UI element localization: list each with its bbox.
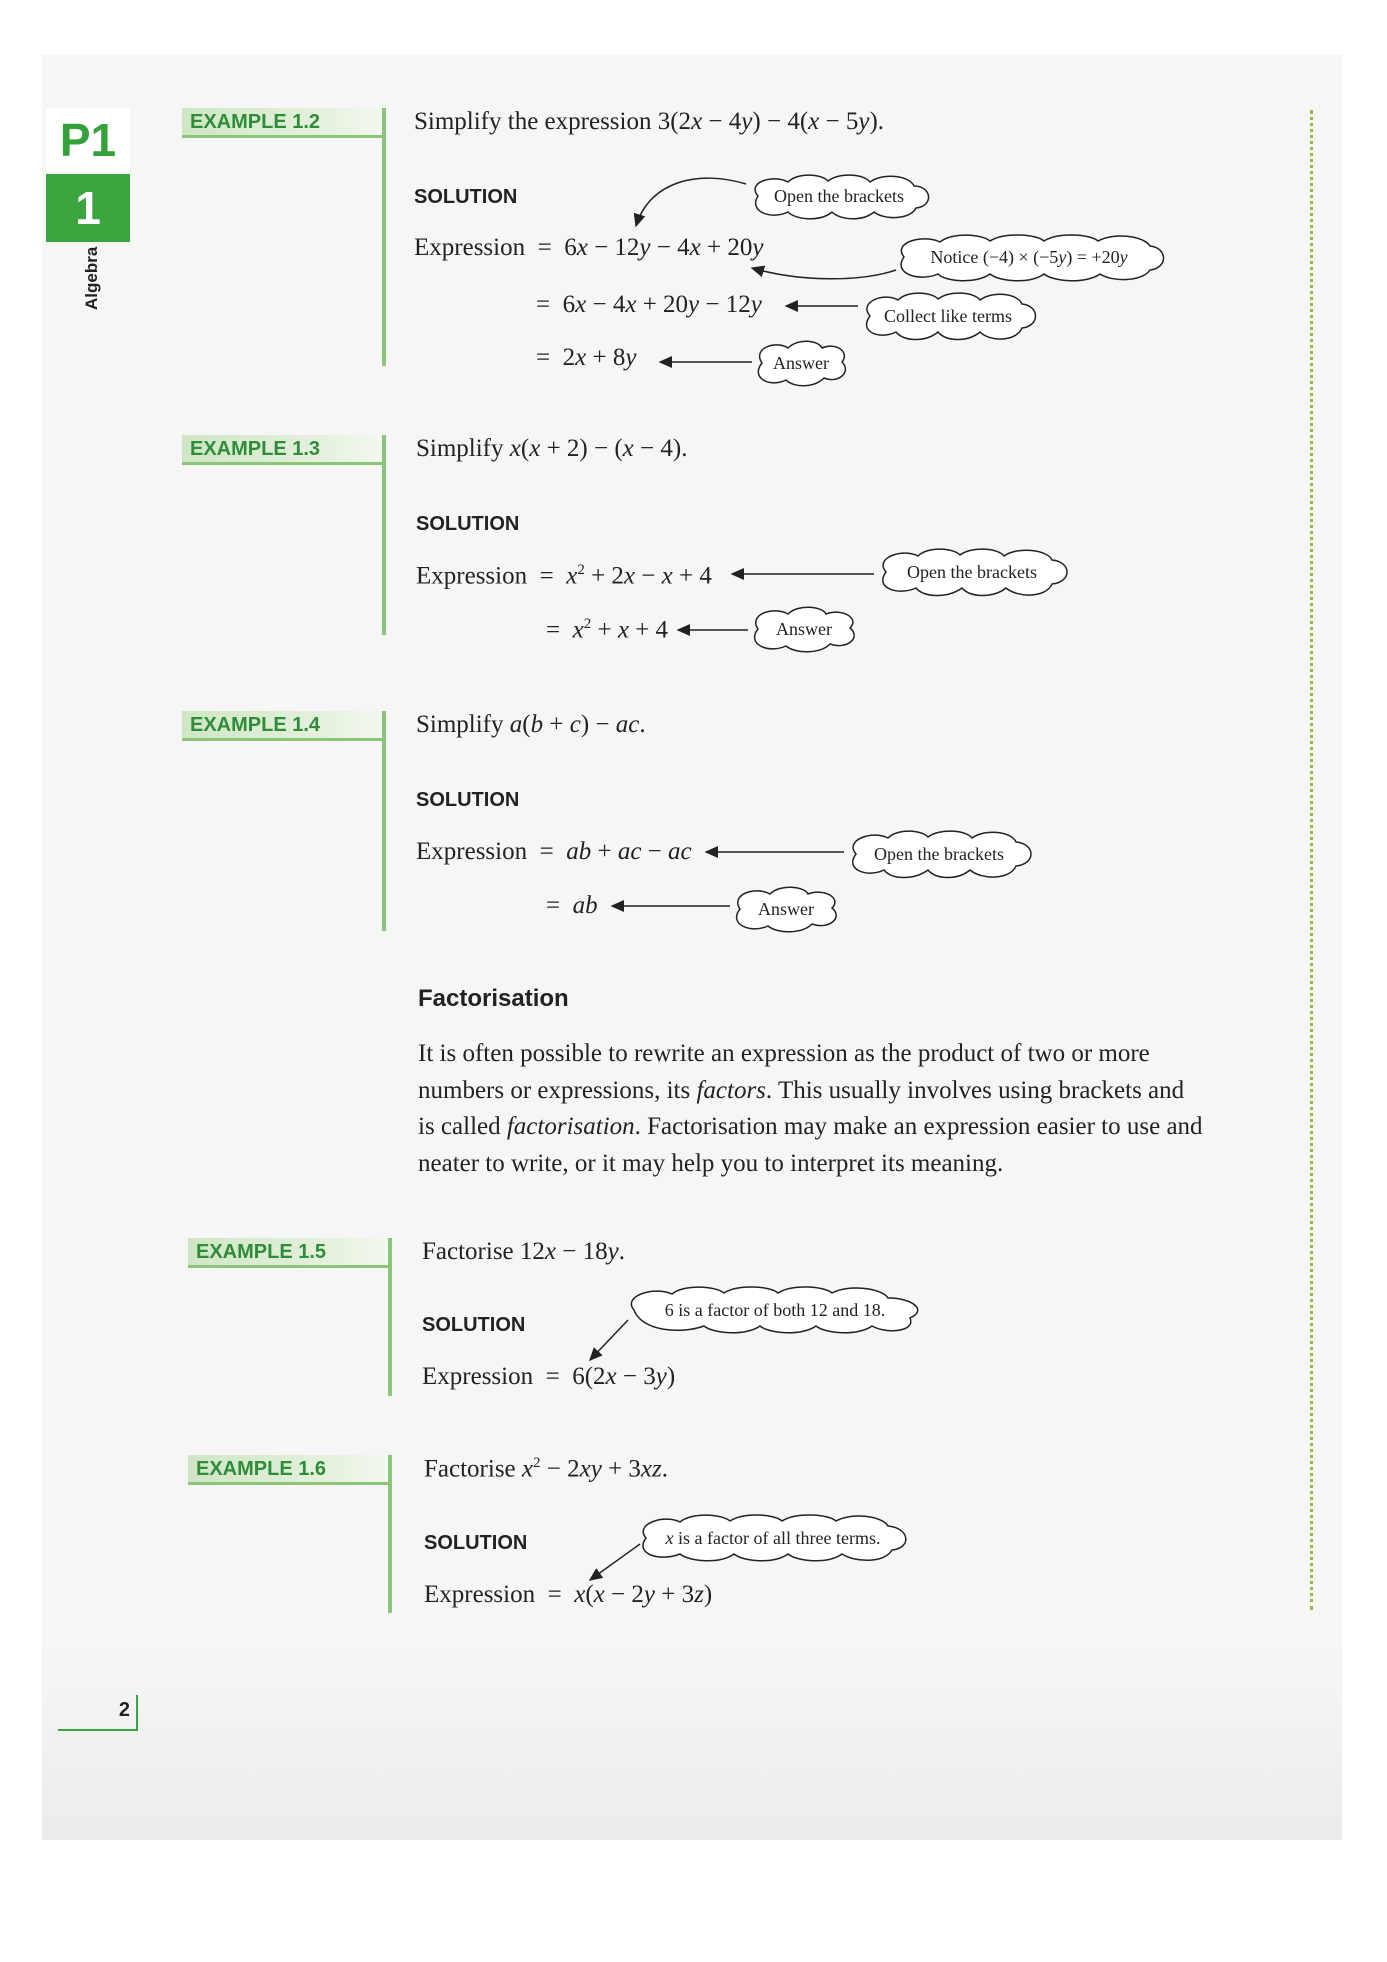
arrow [590, 1320, 628, 1360]
annotation-text: Open the brackets [774, 185, 904, 206]
page-number: 2 [118, 1699, 130, 1721]
solution-label: SOLUTION [416, 789, 520, 811]
part-tab: P1 [46, 108, 130, 172]
solution-label: SOLUTION [422, 1314, 526, 1336]
example-label: EXAMPLE 1.5 [188, 1238, 390, 1267]
example-question: Simplify x(x + 2) − (x − 4). [416, 435, 688, 462]
solution-label: SOLUTION [414, 186, 518, 208]
annotation-text: Answer [773, 352, 829, 373]
example-label: EXAMPLE 1.2 [182, 108, 384, 137]
page-number-box [58, 1695, 138, 1731]
annotation-text: Open the brackets [874, 843, 1004, 864]
example-question: Factorise 12x − 18y. [422, 1238, 625, 1265]
solution-line: Expression = 6(2x − 3y) [422, 1363, 676, 1390]
example-label: EXAMPLE 1.3 [182, 435, 384, 464]
solution-line: = ab [546, 892, 598, 919]
example-question: Simplify the expression 3(2x − 4y) − 4(x − 5y). [414, 108, 885, 135]
annotation-text: Open the brackets [907, 561, 1037, 582]
chapter-tab: 1 [46, 174, 130, 242]
paragraph-line: neater to write, or it may help you to interpret its meaning. [418, 1149, 1004, 1177]
solution-label: SOLUTION [424, 1532, 528, 1554]
solution-line: = 6x − 4x + 20y − 12y [536, 291, 762, 318]
annotation-text: 6 is a factor of both 12 and 18. [664, 1299, 886, 1320]
paragraph-line: is called factorisation. Factorisation may make an expression easier to use and [418, 1113, 1203, 1140]
side-label: Algebra [82, 246, 101, 310]
solution-line: Expression = x(x − 2y + 3z) [424, 1581, 713, 1608]
annotation-text: Answer [758, 898, 814, 919]
paragraph-line: It is often possible to rewrite an expression as the product of two or more [418, 1040, 1150, 1067]
example-label: EXAMPLE 1.4 [182, 711, 384, 740]
solution-line: Expression = ab + ac − ac [416, 838, 692, 865]
arrow [752, 268, 896, 279]
arrow [590, 1544, 640, 1580]
example-question: Factorise $x^2 - 2xy + 3xz$. [424, 1455, 668, 1483]
paragraph-line: numbers or expressions, its factors. This usually involves using brackets and [418, 1076, 1185, 1104]
solution-line: Expression = $x^2 + 2x - x + 4$ [416, 562, 712, 590]
solution-line: = 2x + 8y [536, 344, 637, 371]
annotation-text: x is a factor of all three terms. [665, 1527, 881, 1548]
solution-label: SOLUTION [416, 513, 520, 535]
annotation-text: Answer [776, 618, 832, 639]
section-heading: Factorisation [418, 985, 569, 1012]
solution-line: Expression = 6x − 12y − 4x + 20y [414, 234, 764, 261]
annotation-text: Collect like terms [884, 305, 1012, 326]
example-label: EXAMPLE 1.6 [188, 1455, 390, 1484]
solution-line: = $x^2 + x + 4$ [546, 616, 669, 644]
example-question: Simplify a(b + c) − ac. [416, 711, 646, 738]
arrow [636, 178, 746, 226]
annotation-text: Notice (−4) × (−5y) = +20y [930, 246, 1128, 267]
